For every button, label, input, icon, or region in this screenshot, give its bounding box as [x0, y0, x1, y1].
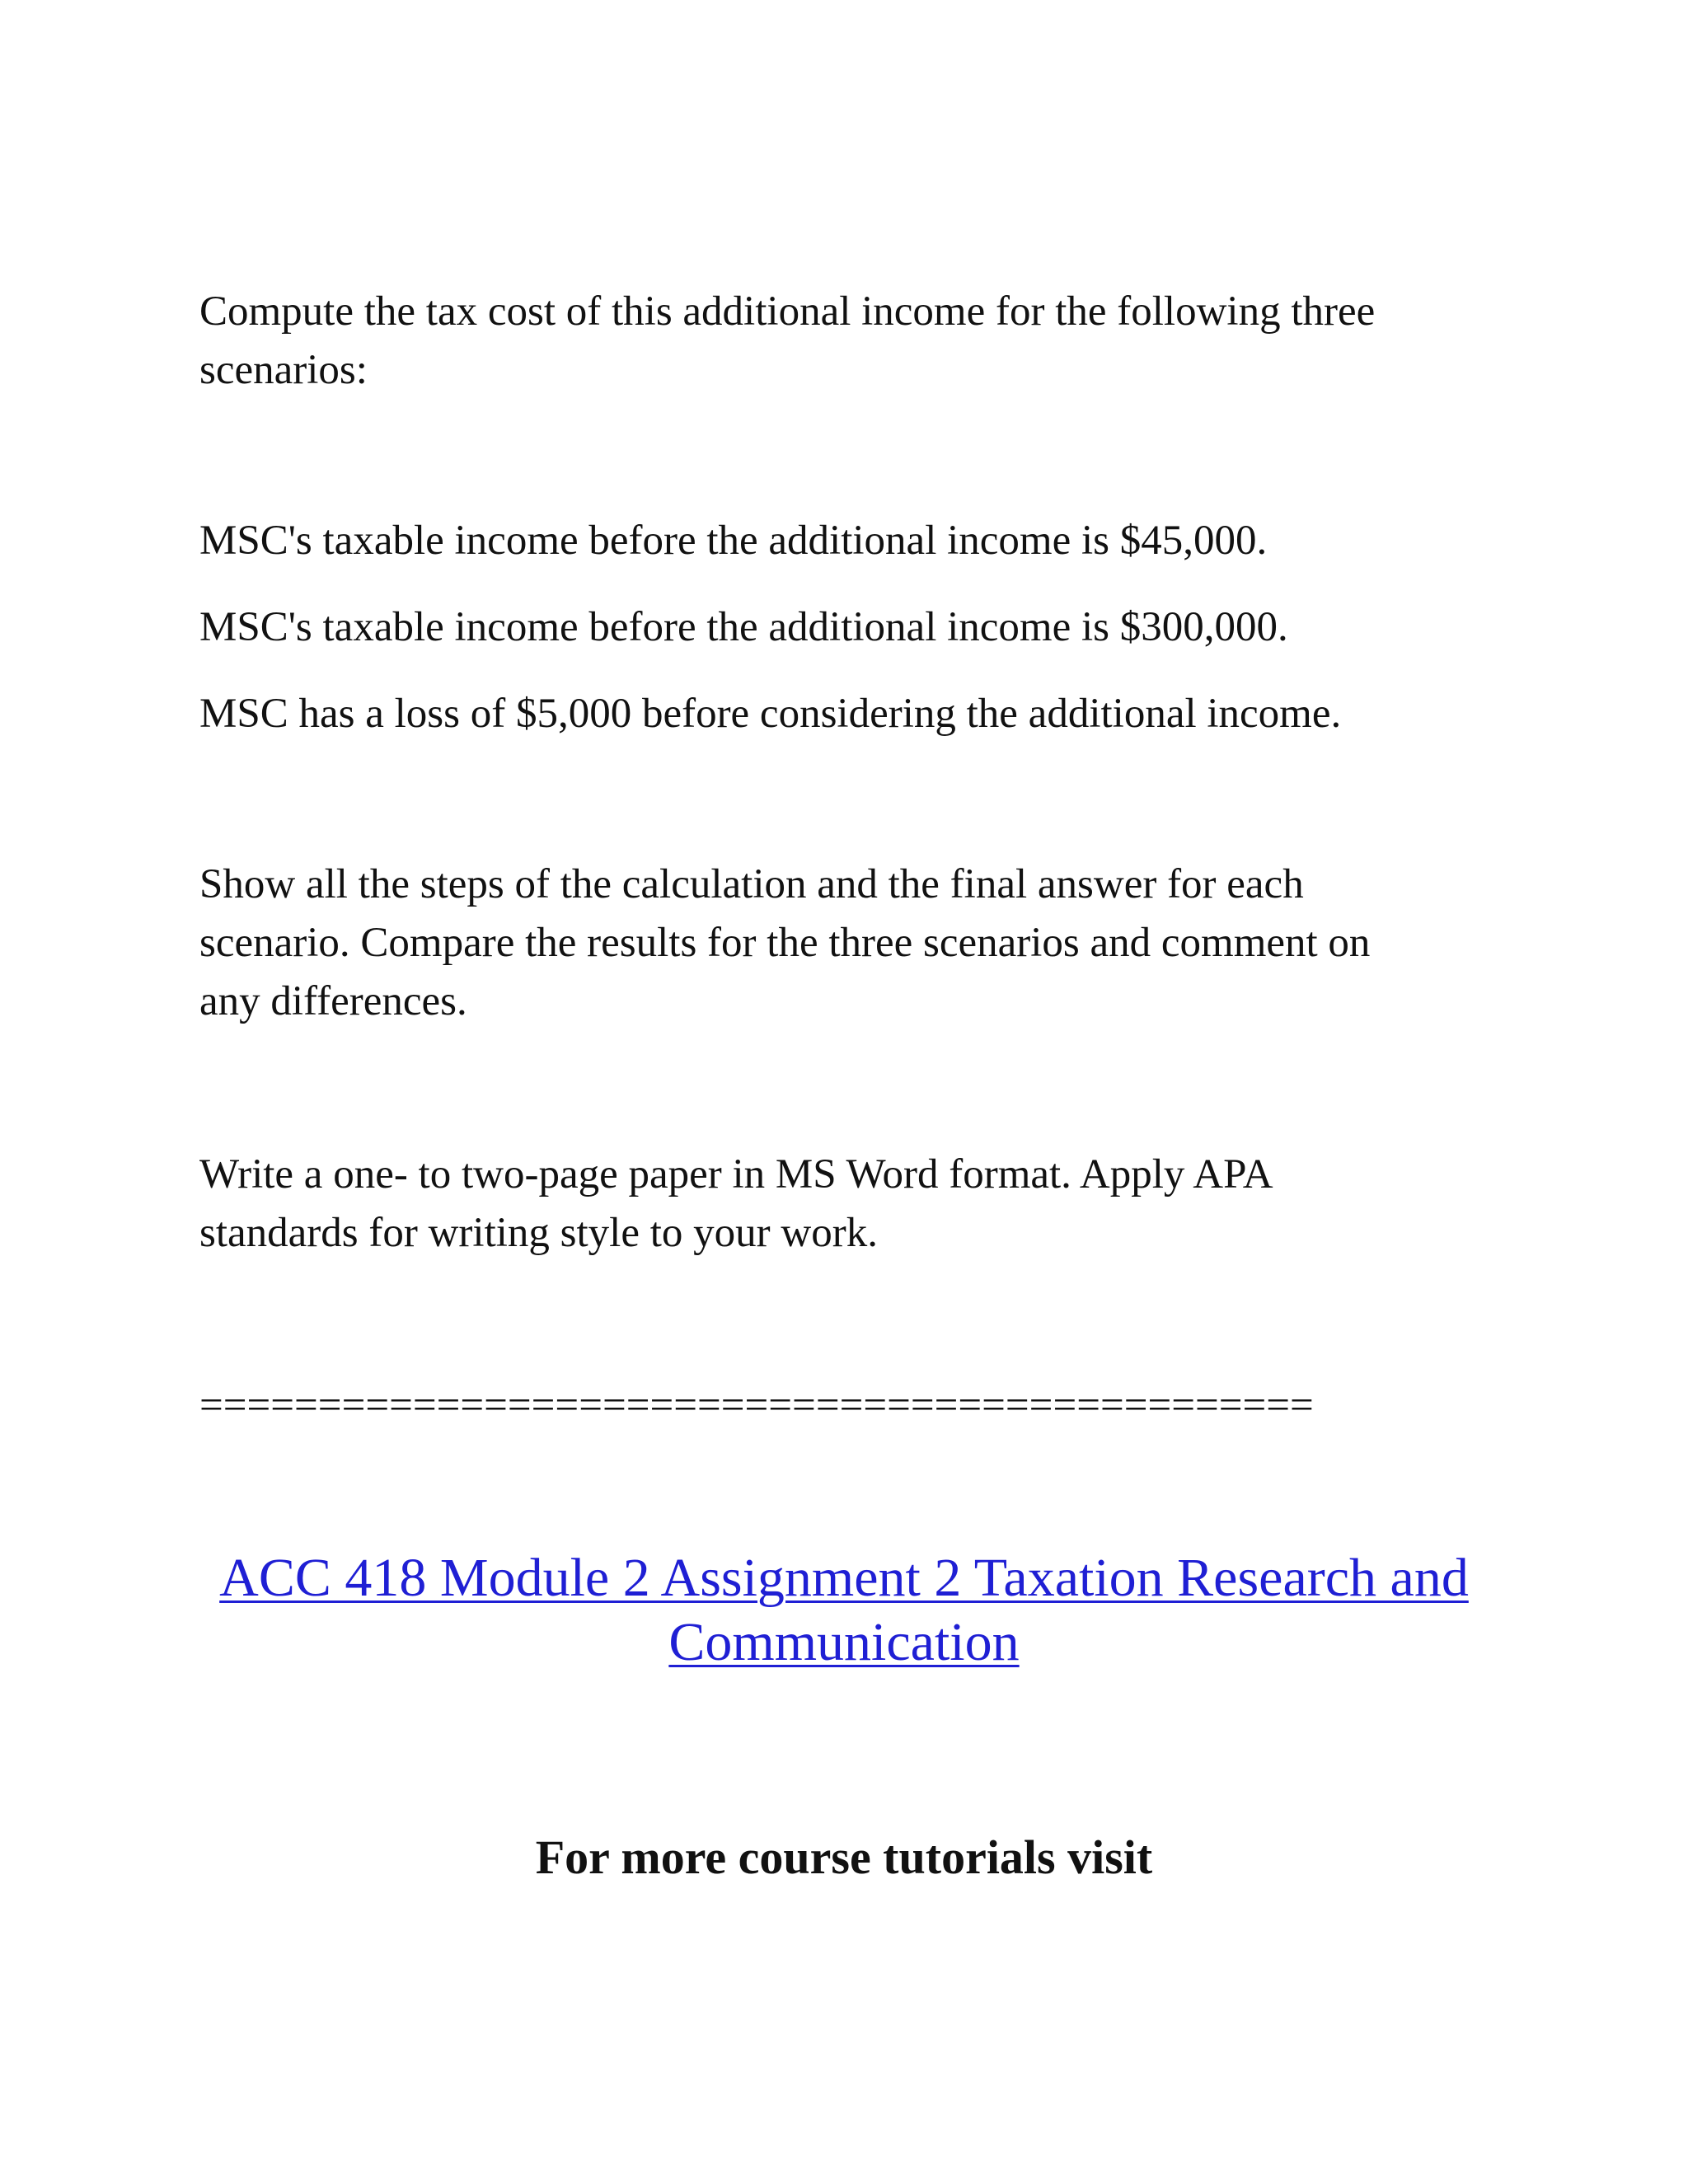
section-divider: =============================================== — [199, 1382, 1314, 1428]
tutorials-visit-text: For more course tutorials visit — [535, 1830, 1153, 1884]
writing-line-1: Write a one- to two-page paper in MS Word format. Apply APA — [199, 1151, 1273, 1197]
scenario-3-text: MSC has a loss of $5,000 before considering the additional income. — [199, 691, 1342, 737]
writing-requirements-paragraph — [199, 1146, 1485, 1263]
instructions-paragraph — [199, 855, 1485, 1031]
intro-line-1: Compute the tax cost of this additional income for the following three — [199, 288, 1376, 335]
assignment-title-link[interactable] — [132, 1546, 1556, 1675]
instructions-line-2: scenario. Compare the results for the three scenarios and comment on — [199, 920, 1371, 966]
scenario-2-text: MSC's taxable income before the additional income is $300,000. — [199, 604, 1288, 650]
instructions-line-3: any differences. — [199, 978, 467, 1024]
writing-line-2: standards for writing style to your work. — [199, 1210, 878, 1256]
instructions-line-1: Show all the steps of the calculation and the final answer for each — [199, 861, 1304, 907]
intro-paragraph — [199, 283, 1485, 400]
intro-line-2: scenarios: — [199, 347, 368, 393]
assignment-title-line-1[interactable]: ACC 418 Module 2 Assignment 2 Taxation Research and — [219, 1548, 1469, 1608]
scenario-1-text: MSC's taxable income before the additional income is $45,000. — [199, 518, 1268, 564]
assignment-title-line-2[interactable]: Communication — [668, 1612, 1020, 1672]
